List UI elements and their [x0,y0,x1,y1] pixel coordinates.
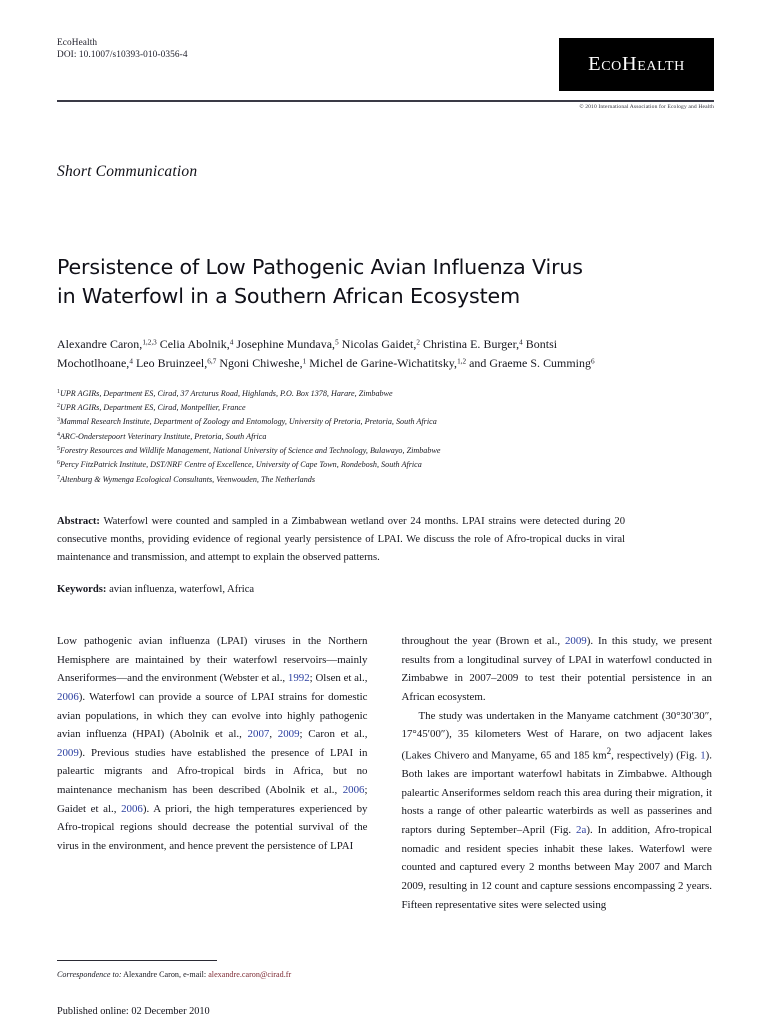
keywords-text: avian influenza, waterfowl, Africa [109,583,255,595]
author-name: Ngoni Chiweshe, [219,355,303,370]
citation-link[interactable]: 2009 [277,728,300,741]
body-text: ). Previous studies have established the presence of LPAI in paleartic migrants and Afro-tropical birds in Africa, but no maintenance mechanism has been described (Abolnik et al., [57,746,368,797]
affiliation-marker: 1 [57,388,60,395]
author-name: Josephine Mundava, [236,337,336,352]
author-name: Celia Abolnik, [159,337,230,352]
body-text: ; Gaidet et al., [57,784,368,815]
body-text: ). In this study, we present results from a longitudinal survey of LPAI in waterfowl conducted in Zimbabwe in 2007–2009 to test their potential persistence in an African ecosystem. [401,635,712,703]
author-name: and Graeme S. Cumming [469,355,591,370]
author-name: Leo Bruinzeel, [135,355,208,370]
affiliation-text: Percy FitzPatrick Institute, DST/NRF Centre of Excellence, University of Cape Town, Rondebosh, South Africa [59,460,422,470]
paragraph [402,707,713,915]
body-text: ). In addition, Afro-tropical nomadic and resident species inhabit these lakes. Waterfowl were counted and captured every 2 months between May 2007 and March 2009, resulting in 12 count and capture sessions encompassing 2 years. Fifteen representative sites were selected using [401,824,713,911]
affiliation-text: UPR AGIRs, Department ES, Cirad, Montpellier, France [59,402,246,412]
body-text: ). Waterfowl can provide a source of LPAI strains for domestic avian populations, in which they can evolve into highly pathogenic avian influenza (HPAI) (Abolnik et al., [57,690,368,741]
keywords-section [57,584,712,595]
journal-info [57,38,188,61]
paragraph [402,632,713,707]
author-name: Michel de Garine-Wichatitsky, [309,355,458,370]
citation-link[interactable]: 2007 [247,728,270,741]
body-text: ). A priori, the high temperatures experienced by Afro-tropical regions should decrease the potential survival of the virus in the environment, and hence prevent the persistence of LPAI [57,802,368,853]
footnote-text [57,970,379,979]
abstract-text: Waterfowl were counted and sampled in a Zimbabwean wetland over 24 months. LPAI strains were detected during 20 consecutive months, providing evidence of regional yearly persistence of LPAI. We discuss the role of Afro-tropical ducks in viral maintenance and transmission, and attempt to explain the observed patterns. [57,515,625,564]
author-affiliation-marker: 1,2,3 [142,339,157,348]
correspondence-email-link[interactable]: alexandre.caron@cirad.fr [208,970,292,980]
affiliation-item [57,430,712,444]
keywords-label: Keywords: [57,583,107,595]
author-name: Nicolas Gaidet, [341,337,417,352]
page-header [57,38,712,114]
author-affiliation-marker: 2 [416,339,421,348]
affiliation-marker: 6 [57,460,60,467]
author-affiliation-marker: 1 [302,357,307,366]
affiliation-item [57,401,712,415]
body-text: , [269,728,278,741]
affiliation-item [57,473,712,487]
body-text: ). Both lakes are important waterfowl habitats in Zimbabwe. Although paleartic Anseriformes seldom reach this area during their migration, it hosts a range of other paleartic waterbirds as well as passerines and raptors during September–April (Fig. [401,749,712,837]
affiliation-marker: 3 [57,417,60,424]
affiliation-text: ARC-Onderstepoort Veterinary Institute, Pretoria, South Africa [59,431,267,441]
published-online-date: Published online: 02 December 2010 [57,1006,210,1017]
ecohealth-logo [559,38,714,91]
affiliation-marker: 5 [57,445,60,452]
journal-doi: DOI: 10.1007/s10393-010-0356-4 [57,49,188,60]
footnote-divider [57,960,217,961]
body-text: , respectively) (Fig. [611,749,701,762]
author-name: Christina E. Burger, [423,337,520,352]
correspondence-author: Alexandre Caron, e-mail: [121,970,209,980]
author-affiliation-marker: 1,2 [457,357,467,366]
affiliation-item [57,444,712,458]
correspondence-label: Correspondence to: [57,970,122,980]
author-affiliation-marker: 4 [229,339,234,348]
body-columns [57,632,712,914]
affiliation-text: UPR AGIRs, Department ES, Cirad, 37 Arcturus Road, Highlands, P.O. Box 1378, Harare, Zimbabwe [59,388,393,398]
journal-name: EcoHealth [57,38,98,48]
affiliation-text: Altenburg & Wymenga Ecological Consultants, Veenwouden, The Netherlands [59,474,316,484]
abstract-label: Abstract: [57,515,100,527]
affiliation-text: Mammal Research Institute, Department of Zoology and Entomology, University of Pretoria, Pretoria, South Africa [59,417,437,427]
author-affiliation-marker: 4 [129,357,133,366]
logo-wordmark: EcoHealth [588,52,685,75]
author-name: Bontsi Mochotlhoane, [57,337,558,370]
author-name: Alexandre Caron, [57,337,143,352]
body-text: ; Olsen et al., [309,672,368,685]
citation-link[interactable]: 2a [576,824,587,837]
citation-link[interactable]: 2006 [57,690,79,703]
affiliation-item [57,387,712,401]
copyright-notice: © 2010 International Association for Ecology and Health [579,104,714,110]
body-text: The study was undertaken in the Manyame catchment (30°30′30″, 17°45′00″), 35 kilometers West of Harare, on two adjacent lakes (Lakes Chivero and Manyame, 65 and 185 km [401,709,712,762]
author-affiliation-marker: 6 [591,357,595,366]
superscript: 2 [606,745,612,756]
body-column-left [57,632,368,914]
affiliation-marker: 2 [57,403,60,410]
citation-link[interactable]: 1 [700,749,706,762]
author-affiliation-marker: 5 [335,339,339,348]
affiliation-item [57,415,712,429]
author-list [57,335,625,371]
affiliation-text: Forestry Resources and Wildlife Management, National University of Science and Technology, Bulawayo, Zimbabwe [59,445,441,455]
abstract-section [57,513,625,568]
article-type-label: Short Communication [57,163,198,180]
affiliation-list [57,387,712,487]
citation-link[interactable]: 2006 [342,784,365,797]
affiliation-marker: 7 [57,474,60,481]
body-text: ; Caron et al., [299,728,368,741]
title-line-1: Persistence of Low Pathogenic Avian Influenza Virus [57,255,583,279]
correspondence-footnote [57,960,379,979]
author-affiliation-marker: 4 [519,339,523,348]
citation-link[interactable]: 2009 [57,746,79,759]
paragraph [57,632,368,856]
author-affiliation-marker: 6,7 [207,357,217,366]
title-line-2: in Waterfowl in a Southern African Ecosystem [57,284,520,309]
citation-link[interactable]: 1992 [287,672,310,685]
body-text: Low pathogenic avian influenza (LPAI) viruses in the Northern Hemisphere are maintained by their waterfowl reservoirs—mainly Anseriformes—and the environment (Webster et al., [57,635,368,685]
affiliation-marker: 4 [57,431,60,438]
citation-link[interactable]: 2009 [564,635,587,647]
citation-link[interactable]: 2006 [121,802,143,815]
page-title [57,253,602,311]
body-text: throughout the year (Brown et al., [401,635,565,647]
affiliation-item [57,458,712,472]
body-column-right [402,632,713,914]
header-divider [57,100,714,102]
